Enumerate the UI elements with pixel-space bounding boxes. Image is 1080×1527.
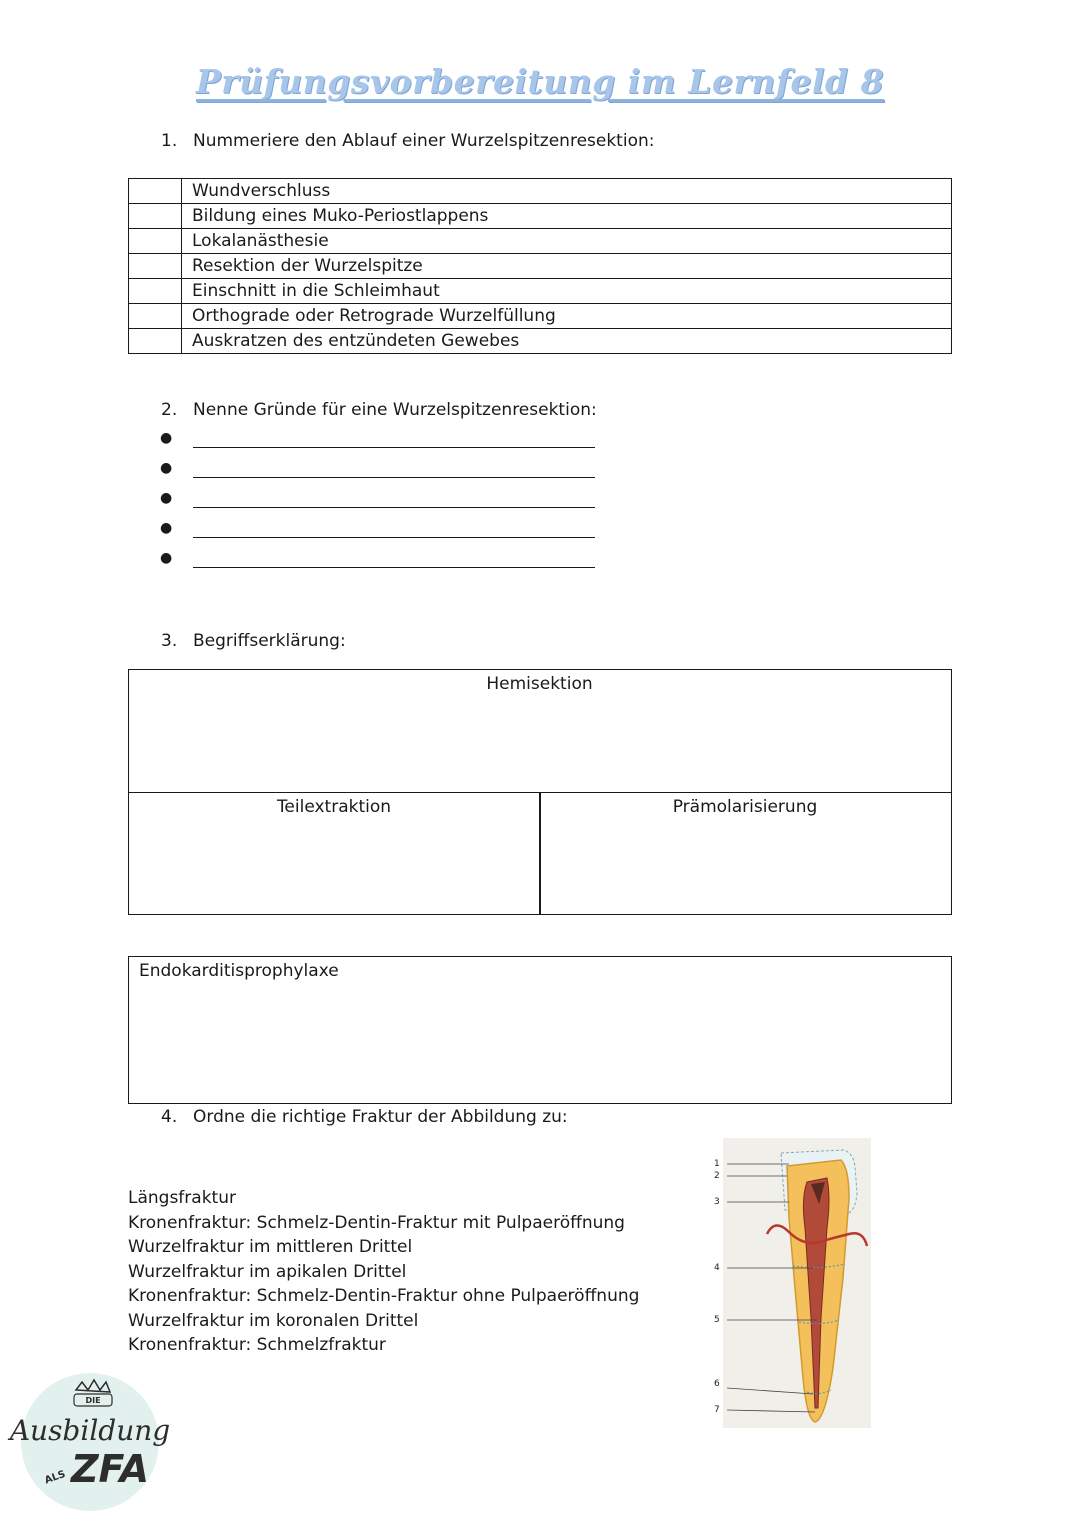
logo-main-text: ZFA [70,1447,150,1491]
tooth-illustration [723,1138,871,1428]
teilextraktion-box[interactable] [128,792,541,915]
figure-number: 5 [714,1315,720,1325]
bullet-icon: ● [160,520,173,536]
hemisektion-box[interactable] [128,669,952,793]
endokarditisprophylaxe-label: Endokarditisprophylaxe [139,961,339,981]
logo-icon [9,1372,171,1512]
step-label: Resektion der Wurzelspitze [182,254,952,279]
pointer-line [727,1410,815,1412]
step-number-cell[interactable] [129,329,182,354]
question-2-text: Nenne Gründe für eine Wurzelspitzenresektion: [193,400,597,420]
teilextraktion-label: Teilextraktion [276,797,392,817]
table-row [129,254,952,279]
list-item: Kronenfraktur: Schmelz-Dentin-Fraktur ohne Pulpaeröffnung [128,1286,640,1306]
figure-number: 3 [714,1197,720,1207]
ausbildung-zfa-logo [9,1372,171,1512]
question-2-number: 2. [161,400,178,420]
list-item: Wurzelfraktur im mittleren Drittel [128,1237,413,1257]
step-number-cell[interactable] [129,279,182,304]
step-number-cell[interactable] [129,179,182,204]
table-row [129,304,952,329]
logo-script-text: Ausbildung [9,1414,171,1447]
list-item: Wurzelfraktur im apikalen Drittel [128,1261,407,1282]
question-1-number: 1. [161,131,178,151]
step-number-cell[interactable] [129,204,182,229]
list-item: Kronenfraktur: Schmelzfraktur [128,1335,386,1355]
question-3-text: Begriffserklärung: [193,631,346,651]
step-label: Wundverschluss [182,179,952,204]
praemolarisierung-box[interactable] [539,792,952,915]
answer-line[interactable] [193,477,595,478]
praemolarisierung-label: Prämolarisierung [672,797,818,817]
step-number-cell[interactable] [129,304,182,329]
bullet-icon: ● [160,430,173,446]
question-2 [161,400,597,420]
answer-line[interactable] [193,507,595,508]
endokarditisprophylaxe-box[interactable] [128,956,952,1104]
table-row [129,179,952,204]
figure-number: 1 [714,1159,720,1169]
answer-line[interactable] [193,447,595,448]
figure-number: 6 [714,1379,720,1389]
question-4-text: Ordne die richtige Fraktur der Abbildung zu: [193,1107,568,1127]
step-number-cell[interactable] [129,229,182,254]
table-row [129,229,952,254]
question-3 [161,631,346,651]
table-row [129,279,952,304]
bullet-icon: ● [160,490,173,506]
list-item: Längsfraktur [128,1188,236,1208]
bullet-icon: ● [160,550,173,566]
bullet-icon: ● [160,460,173,476]
question-3-number: 3. [161,631,178,651]
logo-top-text: DIE [85,1396,101,1405]
figure-number: 2 [714,1171,720,1181]
tooth-figure [723,1138,871,1428]
list-item: Wurzelfraktur im koronalen Drittel [128,1310,419,1331]
question-4 [161,1107,568,1127]
answer-line[interactable] [193,567,595,568]
step-label: Einschnitt in die Schleimhaut [182,279,952,304]
hemisektion-label: Hemisektion [486,674,593,694]
figure-number: 7 [714,1405,720,1415]
figure-number: 4 [714,1263,720,1273]
step-label: Auskratzen des entzündeten Gewebes [182,329,952,354]
step-label: Bildung eines Muko-Periostlappens [182,204,952,229]
steps-table [128,178,952,354]
question-1 [161,131,654,151]
table-row [129,329,952,354]
fracture-list [128,1186,639,1358]
step-number-cell[interactable] [129,254,182,279]
step-label: Lokalanästhesie [182,229,952,254]
question-4-number: 4. [161,1107,178,1127]
logo-side-text: ALS [43,1468,68,1487]
page-title: Prüfungsvorbereitung im Lernfeld 8 [195,62,885,101]
question-1-text: Nummeriere den Ablauf einer Wurzelspitzenresektion: [193,131,655,151]
answer-line[interactable] [193,537,595,538]
table-row [129,204,952,229]
step-label: Orthograde oder Retrograde Wurzelfüllung [182,304,952,329]
pointer-line [727,1388,813,1394]
list-item: Kronenfraktur: Schmelz-Dentin-Fraktur mit Pulpaeröffnung [128,1212,625,1233]
